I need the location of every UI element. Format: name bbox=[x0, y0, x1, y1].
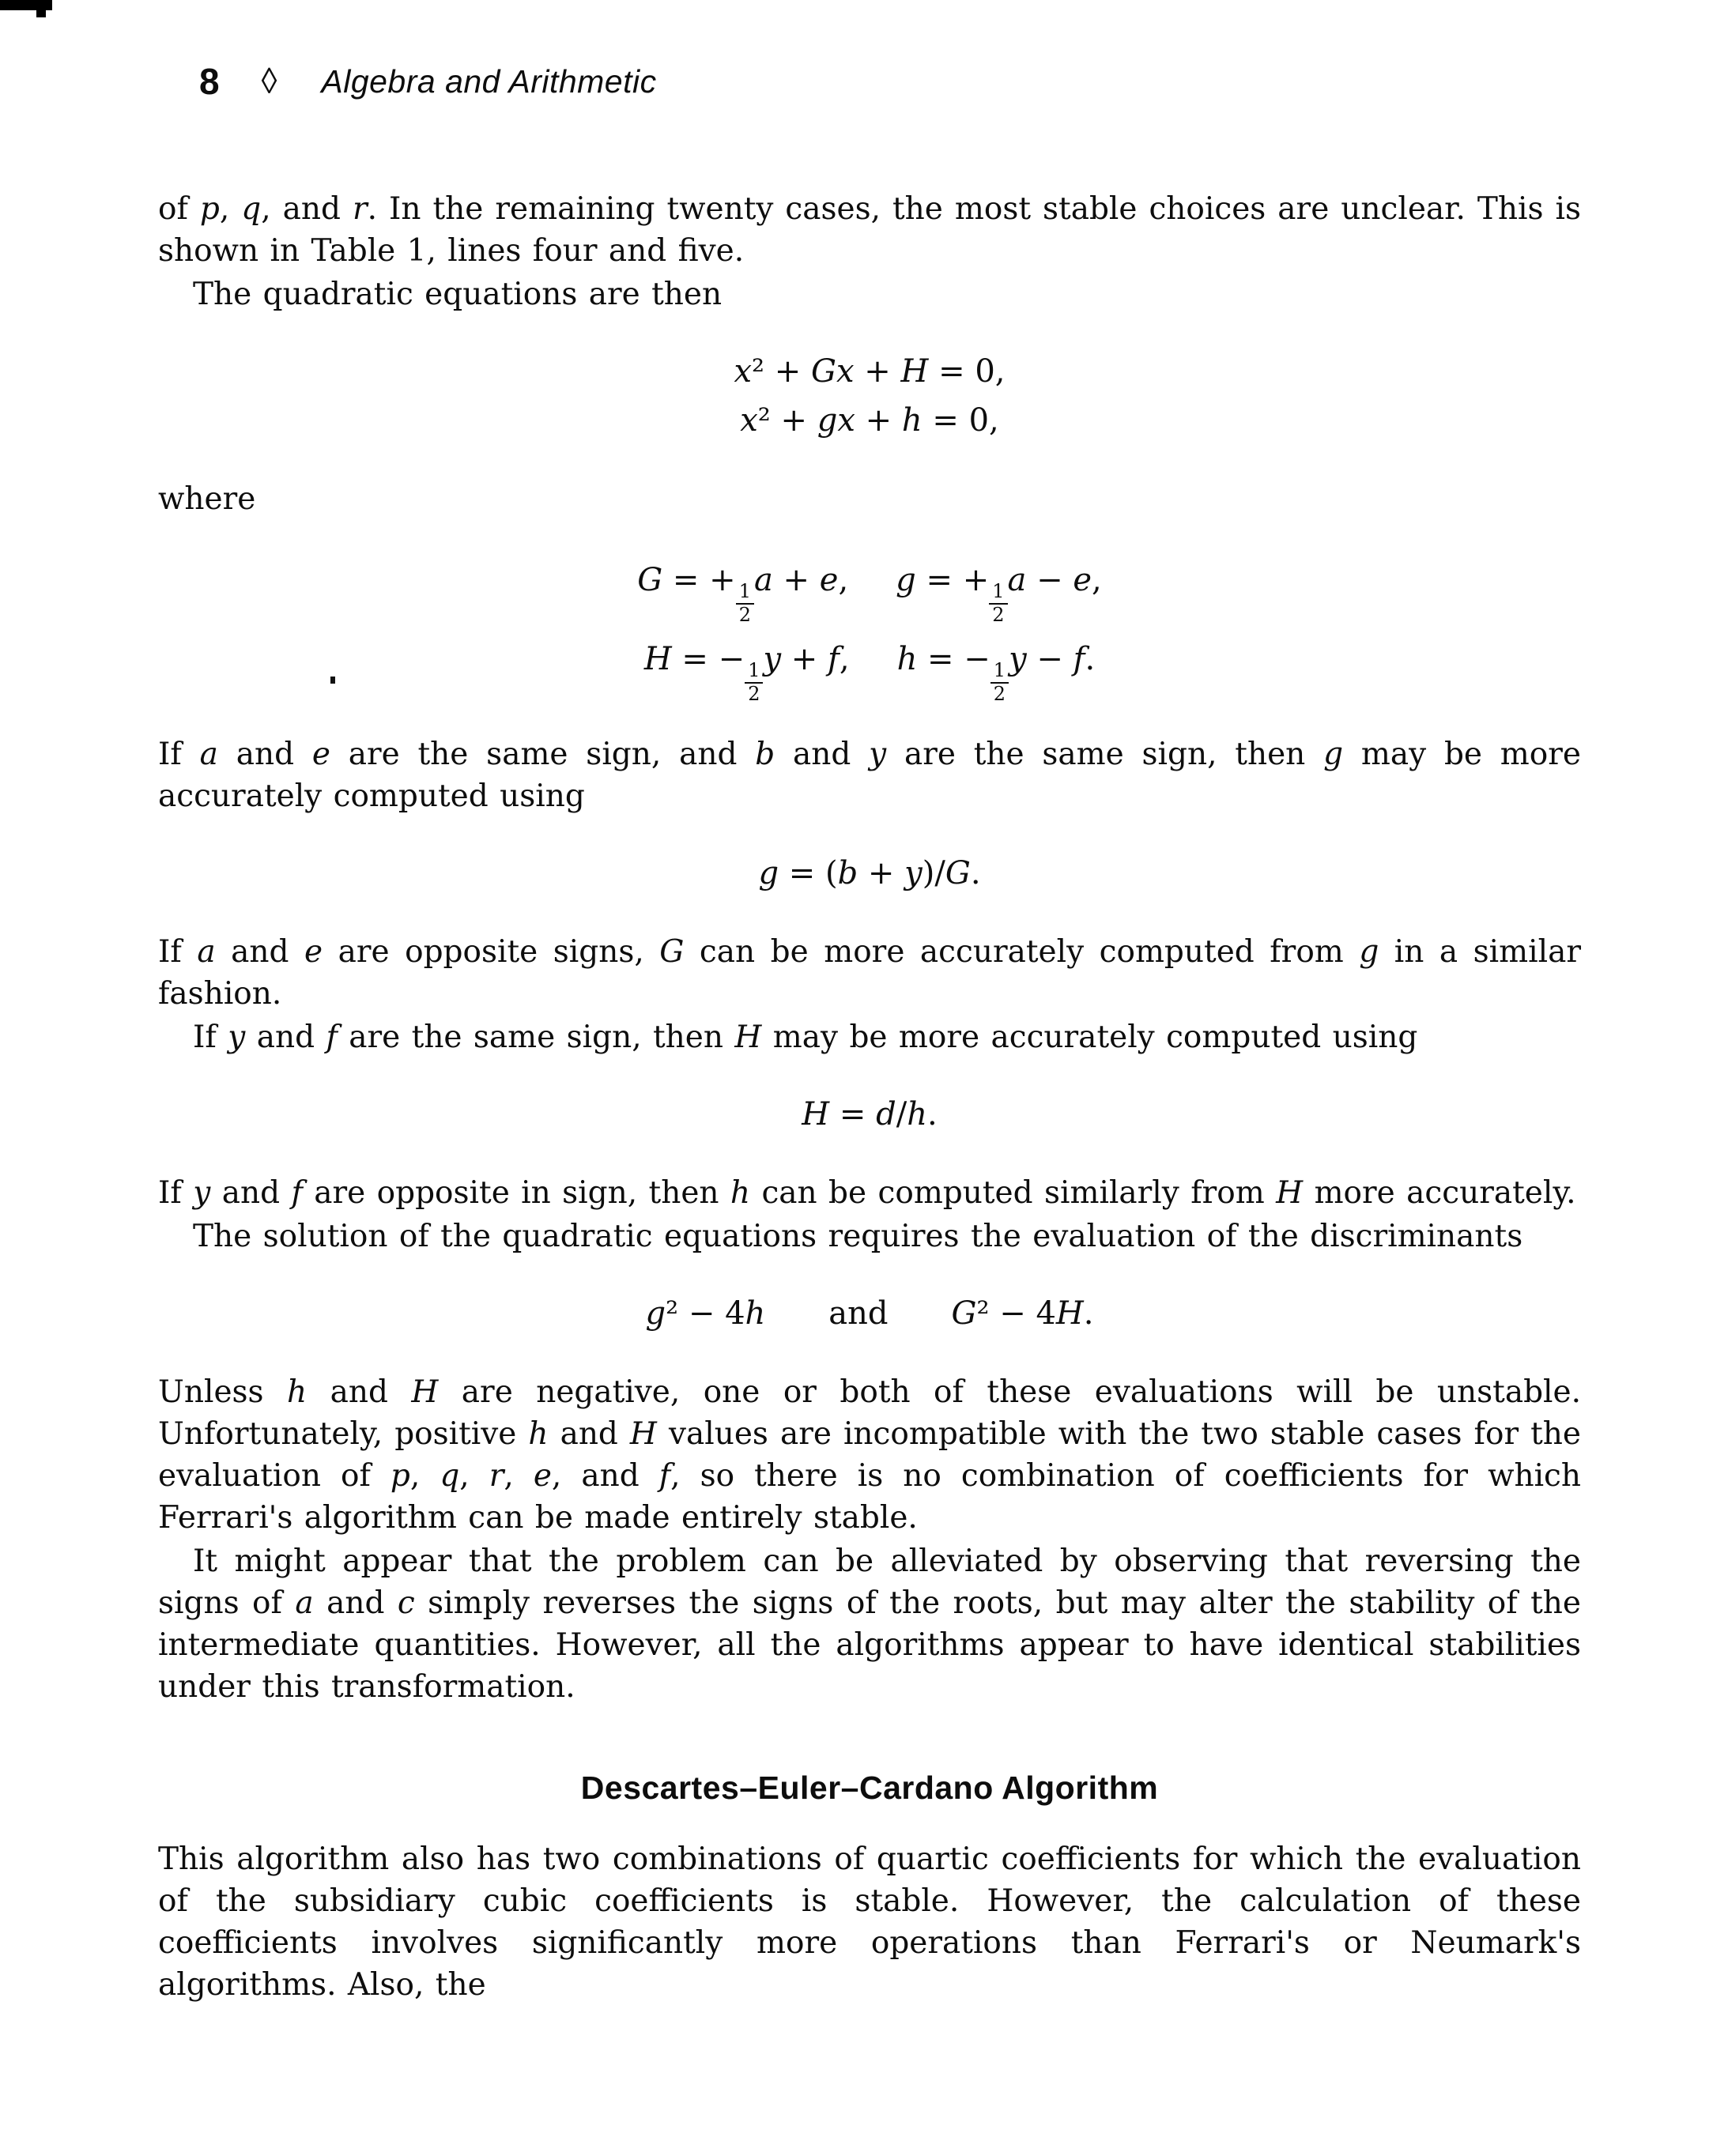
equation-line: H = − $\frac{1}{2}$ y + f, h = − $\frac{1}{2}$ y − f. bbox=[643, 640, 1096, 705]
math-variable: y bbox=[763, 640, 782, 677]
math-variable: g bbox=[1323, 736, 1344, 772]
math-variable: f bbox=[658, 1457, 671, 1494]
paragraph-opposite-sign-h: If y and f are opposite in sign, then h can be computed similarly from H more accurately. bbox=[158, 1174, 1576, 1211]
math-variable: q bbox=[241, 191, 262, 227]
math-variable: h bbox=[907, 1095, 927, 1133]
math-variable: y bbox=[1009, 640, 1027, 677]
paragraph-descartes-euler-cardano: This algorithm also has two combinations of quartic coefficients for which the evaluation of the subsidiary cubic coefficients is stable. However, the calculation of these coefficients involves significantly more operations than Ferrari's or Neumark's algorithms. Also, the bbox=[158, 1841, 1581, 2003]
math-variable: f bbox=[828, 640, 840, 677]
math-variable: f bbox=[326, 1019, 338, 1055]
math-variable: a bbox=[199, 736, 218, 772]
math-variable: a bbox=[753, 562, 773, 598]
math-variable: h bbox=[745, 1295, 766, 1332]
paragraph-where: where bbox=[158, 481, 256, 517]
math-variable: d bbox=[876, 1095, 896, 1133]
math-variable: a bbox=[197, 933, 216, 970]
math-variable: G bbox=[637, 562, 663, 598]
math-variable: H bbox=[1276, 1174, 1304, 1211]
math-variable: e bbox=[311, 736, 330, 772]
math-variable: gx bbox=[817, 402, 855, 439]
math-variable: x bbox=[734, 353, 753, 390]
math-variable: e bbox=[819, 562, 839, 598]
math-variable: G bbox=[659, 933, 685, 970]
fraction: $\frac{1}{2}$ bbox=[745, 661, 763, 705]
math-variable: g bbox=[896, 562, 916, 598]
paragraph-discriminants-intro: The solution of the quadratic equations requires the evaluation of the discriminants bbox=[193, 1218, 1523, 1254]
math-variable: H bbox=[1055, 1295, 1084, 1332]
equation-quadratics bbox=[158, 347, 1581, 445]
running-head: Algebra and Arithmetic bbox=[321, 62, 657, 100]
math-variable: x bbox=[740, 402, 758, 439]
fraction: $\frac{1}{2}$ bbox=[989, 582, 1007, 626]
math-variable: y bbox=[904, 854, 923, 891]
math-variable: q bbox=[440, 1457, 460, 1494]
paragraph-remaining-cases: of p, q, and r. In the remaining twenty cases, the most stable choices are unclear. This is shown in Table 1, lines four and five. bbox=[158, 191, 1581, 269]
math-variable: a bbox=[295, 1585, 314, 1621]
paragraph-same-sign-g: If a and e are the same sign, and b and y are the same sign, then g may be more accurately computed using bbox=[158, 736, 1581, 814]
page-header bbox=[199, 60, 657, 103]
math-variable: f bbox=[291, 1174, 303, 1211]
math-variable: e bbox=[533, 1457, 552, 1494]
fraction: $\frac{1}{2}$ bbox=[736, 582, 754, 626]
math-variable: G bbox=[945, 854, 971, 891]
fraction: $\frac{1}{2}$ bbox=[990, 661, 1009, 705]
math-variable: b bbox=[755, 736, 775, 772]
equation-discriminants: g² − 4h and G² − 4H. bbox=[645, 1295, 1094, 1332]
math-variable: H bbox=[734, 1019, 762, 1055]
equation-line: x² + gx + h = 0, bbox=[740, 402, 999, 439]
math-variable: y bbox=[869, 736, 887, 772]
math-variable: H bbox=[900, 353, 929, 390]
math-variable: g bbox=[1359, 933, 1379, 970]
math-variable: g bbox=[758, 854, 779, 891]
math-variable: f bbox=[1073, 640, 1085, 677]
paragraph-unless-negative: Unless h and H are negative, one or both of these evaluations will be unstable. Unfortunately, positive h and H values are incompatible with the two stable cases for the evaluation of p, q, r, e, and f, so there is no combination of coefficients for which Ferrari's algorithm can be made entirely stable. bbox=[158, 1374, 1582, 1536]
paragraph-sign-reversal: It might appear that the problem can be alleviated by observing that reversing the signs of a and c simply reverses the signs of the roots, but may alter the stability of the intermediate quantities. However, all the algorithms appear to have identical stabilities under this transformation. bbox=[158, 1543, 1581, 1705]
math-variable: H bbox=[411, 1374, 439, 1410]
math-variable: b bbox=[837, 854, 858, 891]
math-variable: h bbox=[528, 1415, 549, 1452]
scan-artifact bbox=[0, 0, 52, 10]
equation-H: H = d/h. bbox=[802, 1095, 938, 1133]
math-variable: G bbox=[951, 1295, 977, 1332]
text-block bbox=[158, 188, 1581, 2006]
math-variable: p bbox=[199, 191, 220, 227]
paragraph-same-sign-H: If y and f are the same sign, then H may be more accurately computed using bbox=[193, 1019, 1418, 1055]
math-variable: r bbox=[489, 1457, 504, 1494]
math-variable: r bbox=[352, 191, 368, 227]
math-variable: h bbox=[896, 640, 918, 677]
math-variable: e bbox=[304, 933, 323, 970]
math-variable: h bbox=[901, 402, 923, 439]
paragraph-opposite-signs-G: If a and e are opposite signs, G can be more accurately computed from g in a similar fashion. bbox=[158, 933, 1581, 1012]
math-variable: h bbox=[287, 1374, 308, 1410]
math-variable: c bbox=[397, 1585, 415, 1621]
diamond-icon: ◊ bbox=[261, 61, 277, 101]
math-variable: h bbox=[730, 1174, 751, 1211]
math-variable: y bbox=[193, 1174, 211, 1211]
math-variable: g bbox=[645, 1295, 666, 1332]
math-variable: y bbox=[228, 1019, 246, 1055]
equation-coefficients bbox=[158, 547, 1581, 705]
equation-g: g = (b + y)/G. bbox=[758, 854, 981, 891]
section-heading: Descartes–Euler–Cardano Algorithm bbox=[580, 1769, 1159, 1806]
equation-line: x² + Gx + H = 0, bbox=[734, 353, 1006, 390]
equation-line: G = + $\frac{1}{2}$ a + e, g = + $\frac{1}{2}$ a − e, bbox=[637, 562, 1102, 627]
math-variable: H bbox=[643, 640, 672, 677]
page-number: 8 bbox=[199, 61, 221, 102]
math-variable: a bbox=[1007, 562, 1027, 598]
math-variable: Gx bbox=[811, 353, 855, 390]
math-variable: H bbox=[629, 1415, 657, 1452]
math-variable: p bbox=[390, 1457, 410, 1494]
math-variable: e bbox=[1073, 562, 1092, 598]
math-variable: H bbox=[802, 1095, 830, 1133]
paragraph-quadratic-intro: The quadratic equations are then bbox=[193, 277, 723, 312]
